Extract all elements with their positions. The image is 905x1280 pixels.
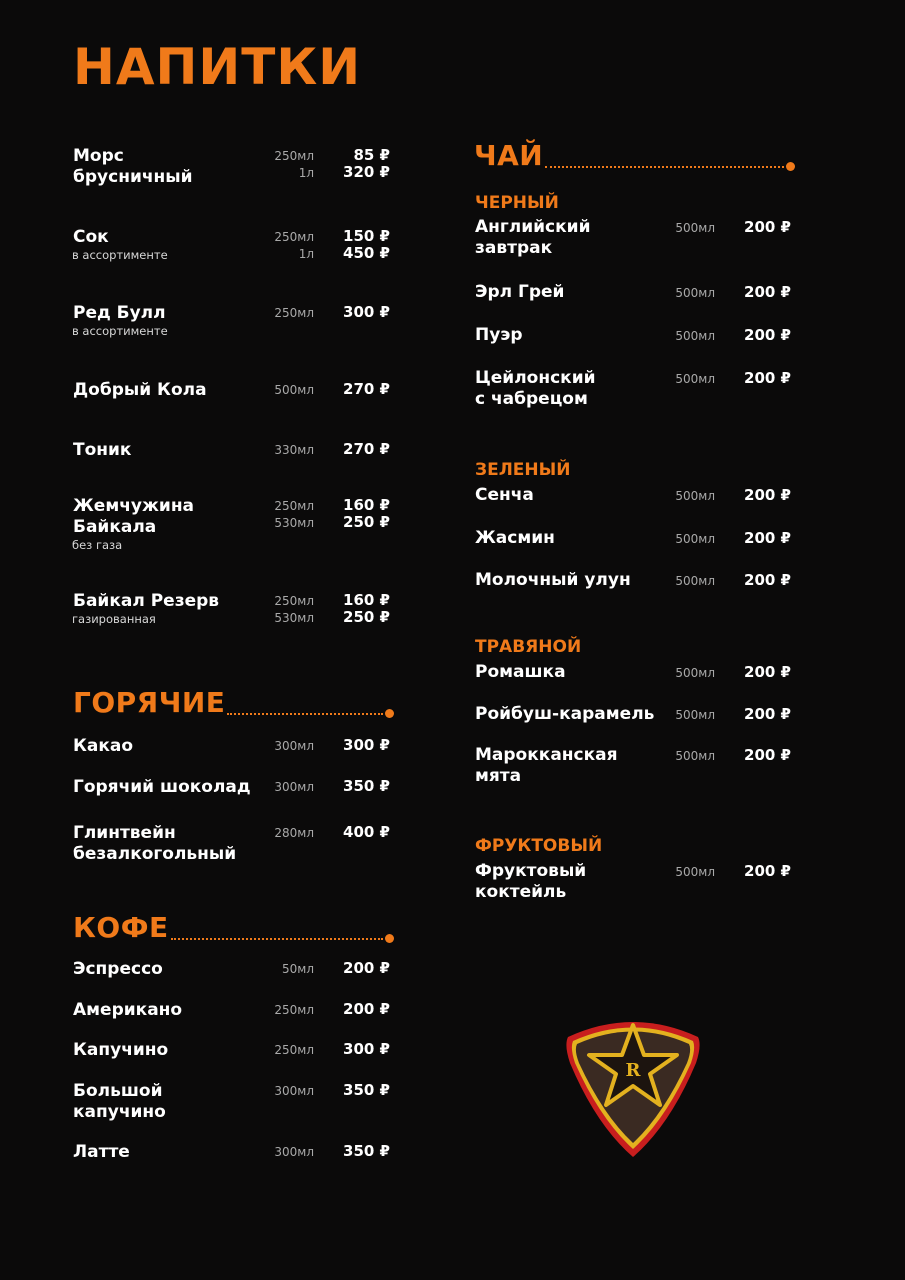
item-volume: 500мл xyxy=(675,708,715,722)
item-name xyxy=(475,528,555,549)
item-volume: 500мл xyxy=(274,383,314,397)
item-name xyxy=(73,591,219,612)
menu-item xyxy=(73,736,393,776)
menu-item xyxy=(475,528,795,568)
item-name xyxy=(475,368,596,410)
item-volume: 500мл xyxy=(675,574,715,588)
item-name-line: Байкала xyxy=(73,517,157,537)
item-name-line: Эрл Грей xyxy=(475,282,565,302)
item-name-line: Американо xyxy=(73,1000,183,1020)
menu-item xyxy=(475,485,795,525)
item-volume: 500мл xyxy=(675,286,715,300)
item-volume: 300мл xyxy=(274,1145,314,1159)
item-name-line: Добрый Кола xyxy=(73,380,207,400)
item-name xyxy=(73,1040,168,1061)
item-name-line: Тоник xyxy=(73,440,132,460)
item-volume: 500мл xyxy=(675,221,715,235)
menu-item xyxy=(475,662,795,702)
item-name-line: Английский xyxy=(475,217,591,237)
tea-group-title: ТРАВЯНОЙ xyxy=(475,637,582,657)
item-price: 160 ₽ xyxy=(343,591,390,609)
menu-item xyxy=(72,496,393,552)
item-price: 200 ₽ xyxy=(343,1000,390,1018)
logo-letter: R xyxy=(625,1060,641,1081)
bullet-dot-icon xyxy=(385,709,394,718)
item-volume: 250мл xyxy=(274,306,314,320)
item-note: в ассортименте xyxy=(72,324,168,338)
item-price: 150 ₽ xyxy=(343,227,390,245)
item-name xyxy=(73,1081,166,1123)
menu-item xyxy=(475,861,795,901)
menu-item xyxy=(475,368,795,408)
item-name xyxy=(475,570,631,591)
item-volume: 250мл xyxy=(274,1043,314,1057)
item-name xyxy=(475,282,564,303)
item-price: 200 ₽ xyxy=(744,746,791,764)
menu-item xyxy=(475,282,795,322)
item-volume: 250мл xyxy=(274,230,314,244)
item-volume: 500мл xyxy=(675,749,715,763)
item-name-line: Жасмин xyxy=(475,528,555,548)
item-price: 300 ₽ xyxy=(343,736,390,754)
dotted-leader xyxy=(227,713,383,715)
item-volume: 530мл xyxy=(274,516,314,530)
item-name-line: Эспрессо xyxy=(73,959,163,979)
item-name xyxy=(73,440,131,461)
item-volume: 50мл xyxy=(282,962,314,976)
item-name xyxy=(475,704,654,725)
item-name-line: Жемчужина xyxy=(73,496,195,516)
item-volume: 250мл xyxy=(274,1003,314,1017)
item-price: 200 ₽ xyxy=(744,218,791,236)
item-name-line: Ромашка xyxy=(475,662,566,682)
item-name-line: Молочный улун xyxy=(475,570,631,590)
item-name-line: Глинтвейн xyxy=(73,823,176,843)
menu-item xyxy=(475,745,795,785)
item-volume: 500мл xyxy=(675,666,715,680)
tea-section-header xyxy=(474,141,795,171)
item-name xyxy=(73,736,133,757)
menu-item xyxy=(73,440,393,480)
item-name xyxy=(73,380,207,401)
hot-section-header xyxy=(73,688,394,718)
bullet-dot-icon xyxy=(385,934,394,943)
item-volume: 1л xyxy=(298,166,314,180)
item-volume: 500мл xyxy=(675,329,715,343)
item-name xyxy=(73,227,109,248)
item-name xyxy=(475,217,591,259)
dotted-leader xyxy=(545,166,784,168)
menu-item xyxy=(73,380,393,420)
item-volume: 300мл xyxy=(274,739,314,753)
menu-item xyxy=(73,823,393,863)
item-price: 250 ₽ xyxy=(343,608,390,626)
item-volume: 280мл xyxy=(274,826,314,840)
item-name-line: Сок xyxy=(73,227,109,247)
item-price: 200 ₽ xyxy=(744,326,791,344)
item-price: 450 ₽ xyxy=(343,244,390,262)
item-price: 200 ₽ xyxy=(744,283,791,301)
item-volume: 300мл xyxy=(274,1084,314,1098)
item-volume: 250мл xyxy=(274,499,314,513)
dotted-leader xyxy=(171,938,383,940)
item-name-line: безалкогольный xyxy=(73,844,237,864)
item-volume: 250мл xyxy=(274,594,314,608)
menu-item xyxy=(73,777,393,817)
menu-item xyxy=(73,1000,393,1040)
item-volume: 500мл xyxy=(675,865,715,879)
item-price: 200 ₽ xyxy=(744,862,791,880)
item-price: 200 ₽ xyxy=(744,529,791,547)
item-price: 270 ₽ xyxy=(343,380,390,398)
item-price: 270 ₽ xyxy=(343,440,390,458)
bullet-dot-icon xyxy=(786,162,795,171)
item-name xyxy=(475,745,618,787)
menu-item xyxy=(73,591,393,631)
item-note: без газа xyxy=(72,538,123,552)
item-name-line: Сенча xyxy=(475,485,534,505)
menu-item xyxy=(73,227,393,267)
item-name xyxy=(73,496,194,538)
item-price: 200 ₽ xyxy=(744,663,791,681)
menu-item xyxy=(475,704,795,744)
item-name-line: Фруктовый xyxy=(475,861,587,881)
item-price: 200 ₽ xyxy=(744,705,791,723)
item-name-line: Ред Булл xyxy=(73,303,166,323)
item-name-line: Ройбуш-карамель xyxy=(475,704,655,724)
item-name-line: капучино xyxy=(73,1102,166,1122)
item-name xyxy=(73,823,236,865)
menu-item xyxy=(475,570,795,610)
item-note: в ассортименте xyxy=(72,248,168,262)
item-price: 400 ₽ xyxy=(343,823,390,841)
item-name xyxy=(73,959,163,980)
coffee-section-title: КОФЕ xyxy=(73,911,169,944)
item-name-line: брусничный xyxy=(73,167,193,187)
menu-item xyxy=(73,959,393,999)
item-price: 200 ₽ xyxy=(744,369,791,387)
item-volume: 300мл xyxy=(274,780,314,794)
item-name xyxy=(475,861,586,903)
item-name xyxy=(475,662,566,683)
item-name xyxy=(73,303,166,324)
restaurant-logo-icon xyxy=(560,1015,706,1160)
item-price: 350 ₽ xyxy=(343,1081,390,1099)
menu-item xyxy=(73,303,393,343)
item-name-line: Большой xyxy=(73,1081,163,1101)
menu-item xyxy=(73,1142,393,1182)
tea-group-title: ФРУКТОВЫЙ xyxy=(475,836,603,856)
item-volume: 500мл xyxy=(675,489,715,503)
item-name-line: завтрак xyxy=(475,238,553,258)
item-name xyxy=(73,777,251,798)
item-price: 160 ₽ xyxy=(343,496,390,514)
hot-section-title: ГОРЯЧИЕ xyxy=(73,686,226,719)
coffee-section-header xyxy=(73,913,394,943)
item-name-line: мята xyxy=(475,766,522,786)
item-price: 350 ₽ xyxy=(343,777,390,795)
page-title: НАПИТКИ xyxy=(73,38,362,96)
item-name-line: Байкал Резерв xyxy=(73,591,220,611)
item-volume: 500мл xyxy=(675,372,715,386)
menu-item xyxy=(73,146,393,186)
item-volume: 500мл xyxy=(675,532,715,546)
menu-item xyxy=(475,325,795,365)
item-price: 85 ₽ xyxy=(353,146,390,164)
item-volume: 1л xyxy=(298,247,314,261)
item-name-line: Какао xyxy=(73,736,134,756)
tea-section-title: ЧАЙ xyxy=(474,139,544,172)
item-price: 320 ₽ xyxy=(343,163,390,181)
item-price: 200 ₽ xyxy=(744,486,791,504)
tea-group-title: ЗЕЛЕНЫЙ xyxy=(475,460,571,480)
item-price: 200 ₽ xyxy=(343,959,390,977)
item-name xyxy=(73,1000,182,1021)
item-name-line: Цейлонский xyxy=(475,368,596,388)
item-name xyxy=(73,146,193,188)
item-name-line: Морс xyxy=(73,146,124,166)
item-name-line: коктейль xyxy=(475,882,567,902)
item-price: 350 ₽ xyxy=(343,1142,390,1160)
item-price: 300 ₽ xyxy=(343,1040,390,1058)
item-volume: 530мл xyxy=(274,611,314,625)
item-name-line: Горячий шоколад xyxy=(73,777,251,797)
item-name-line: Марокканская xyxy=(475,745,618,765)
item-volume: 250мл xyxy=(274,149,314,163)
item-price: 200 ₽ xyxy=(744,571,791,589)
item-name-line: с чабрецом xyxy=(475,389,588,409)
item-price: 250 ₽ xyxy=(343,513,390,531)
menu-item xyxy=(73,1081,393,1121)
tea-group-title: ЧЕРНЫЙ xyxy=(475,193,559,213)
item-price: 300 ₽ xyxy=(343,303,390,321)
item-note: газированная xyxy=(72,612,156,626)
item-name-line: Капучино xyxy=(73,1040,169,1060)
item-name xyxy=(73,1142,130,1163)
item-name-line: Латте xyxy=(73,1142,130,1162)
menu-item xyxy=(73,1040,393,1080)
menu-item xyxy=(475,217,795,257)
item-name xyxy=(475,325,523,346)
item-name xyxy=(475,485,534,506)
item-volume: 330мл xyxy=(274,443,314,457)
item-name-line: Пуэр xyxy=(475,325,523,345)
